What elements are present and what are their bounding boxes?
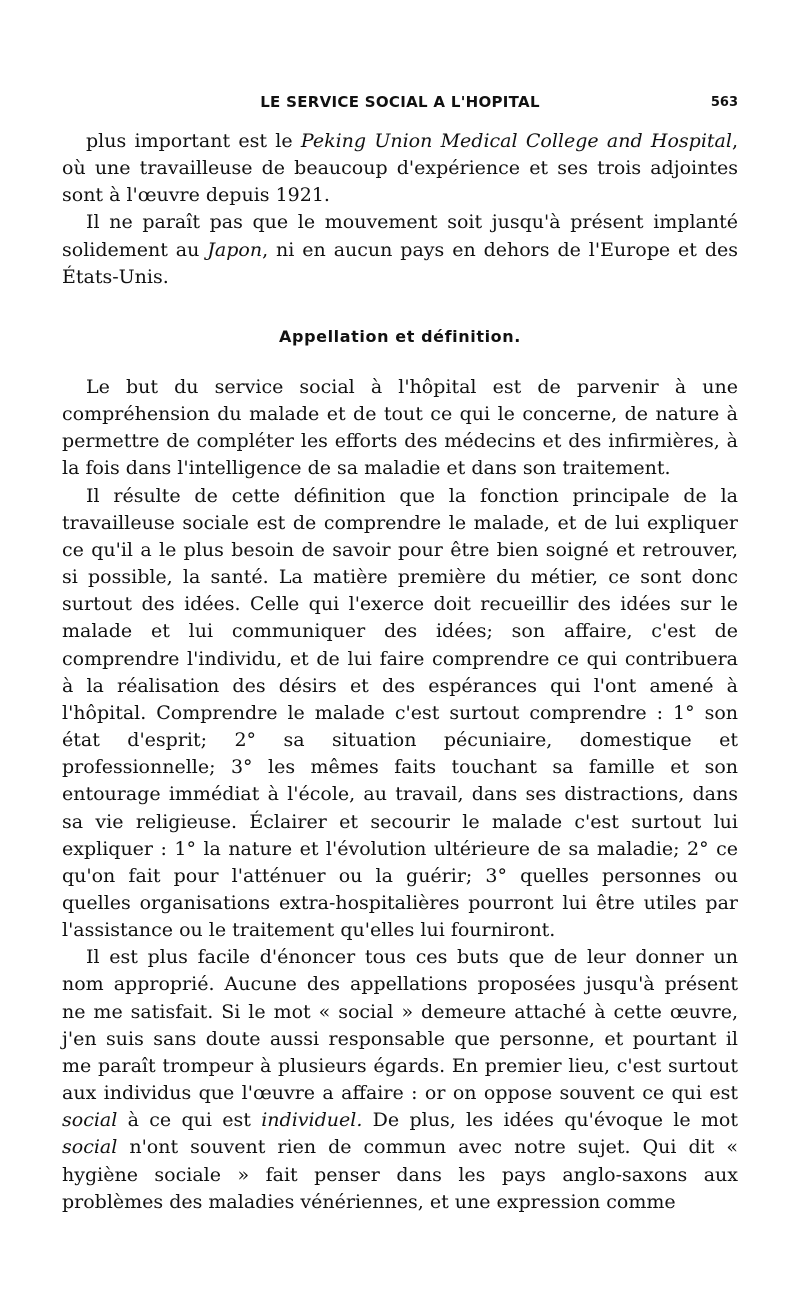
italic-run: Peking Union Medical College and Hospital bbox=[300, 130, 732, 152]
text-run: Il est plus facile d'énoncer tous ces buts que de leur donner un nom approprié. Aucune des appellations proposées jusqu'à présent ne me satisfait. Si le mot « social » demeure attaché à cette œuvre, j'en suis sans doute aussi responsable que personne, et pourtant il me paraît trompeur à plusieurs égards. En premier lieu, c'est surtout aux individus que l'œuvre a affaire : or on oppose souvent ce qui est bbox=[62, 946, 738, 1105]
italic-run: social bbox=[62, 1136, 118, 1159]
page-number: 563 bbox=[710, 95, 738, 110]
italic-run: individuel. bbox=[261, 1109, 363, 1132]
body-text bbox=[62, 374, 738, 1216]
text-run: , où une travailleuse de beaucoup d'expérience et ses trois adjointes sont à l'œuvre depuis 1921. bbox=[62, 130, 738, 207]
paragraph bbox=[62, 128, 738, 209]
section-heading: Appellation et définition. bbox=[279, 327, 521, 346]
text-run: à ce qui est bbox=[117, 1109, 262, 1132]
text-run: Il ne paraît pas que le mouvement soit jusqu'à présent implanté solidement au bbox=[62, 211, 738, 261]
paragraph bbox=[62, 944, 738, 1216]
text-run: plus important est le bbox=[86, 130, 301, 152]
paragraph: Le but du service social à l'hôpital est de parvenir à une compréhension du malade et de tout ce qui le concerne, de nature à permettre de compléter les efforts des médecins et des infirmières, à la fois dans l'intelligence de sa maladie et dans son traitement. bbox=[62, 376, 738, 480]
text-run: De plus, les idées qu'évoque le mot bbox=[362, 1109, 738, 1132]
italic-run: social bbox=[62, 1109, 118, 1132]
paragraph: Il résulte de cette définition que la fonction principale de la travailleuse sociale est de comprendre le malade, et de lui expliquer ce qu'il a le plus besoin de savoir pour être bien soigné et retrouver, si possible, la santé. La matière première du métier, ce sont donc surtout des idées. Celle qui l'exerce doit recueillir des idées sur le malade et lui communiquer des idées; son affaire, c'est de comprendre l'individu, et de lui faire comprendre ce qui contribuera à la réalisation des désirs et des espérances qui l'ont amené à l'hôpital. Comprendre le malade c'est surtout comprendre : 1° son état d'esprit; 2° sa situation pécuniaire, domestique et professionnelle; 3° les mêmes faits touchant sa famille et son entourage immédiat à l'école, au travail, dans ses distractions, dans sa vie religieuse. Éclairer et secourir le malade c'est surtout lui expliquer : 1° la nature et l'évolution ultérieure de sa maladie; 2° ce qu'on fait pour l'atténuer ou la guérir; 3° quelles personnes ou quelles organisations extra-hospitalières pourront lui être utiles par l'assistance ou le traitement qu'elles lui fourniront. bbox=[62, 484, 738, 942]
text-run: n'ont souvent rien de commun avec notre sujet. Qui dit « hygiène sociale » fait penser dans les pays anglo-saxons aux problèmes des maladies vénériennes, et une expression comme bbox=[62, 1136, 738, 1213]
italic-run: Japon bbox=[207, 238, 263, 261]
text-run: , ni en aucun pays en dehors de l'Europe et des États-Unis. bbox=[62, 238, 738, 288]
running-header bbox=[62, 93, 738, 115]
paragraph bbox=[62, 209, 738, 290]
intro-text bbox=[62, 128, 738, 291]
running-title: LE SERVICE SOCIAL A L'HOPITAL bbox=[260, 93, 540, 111]
